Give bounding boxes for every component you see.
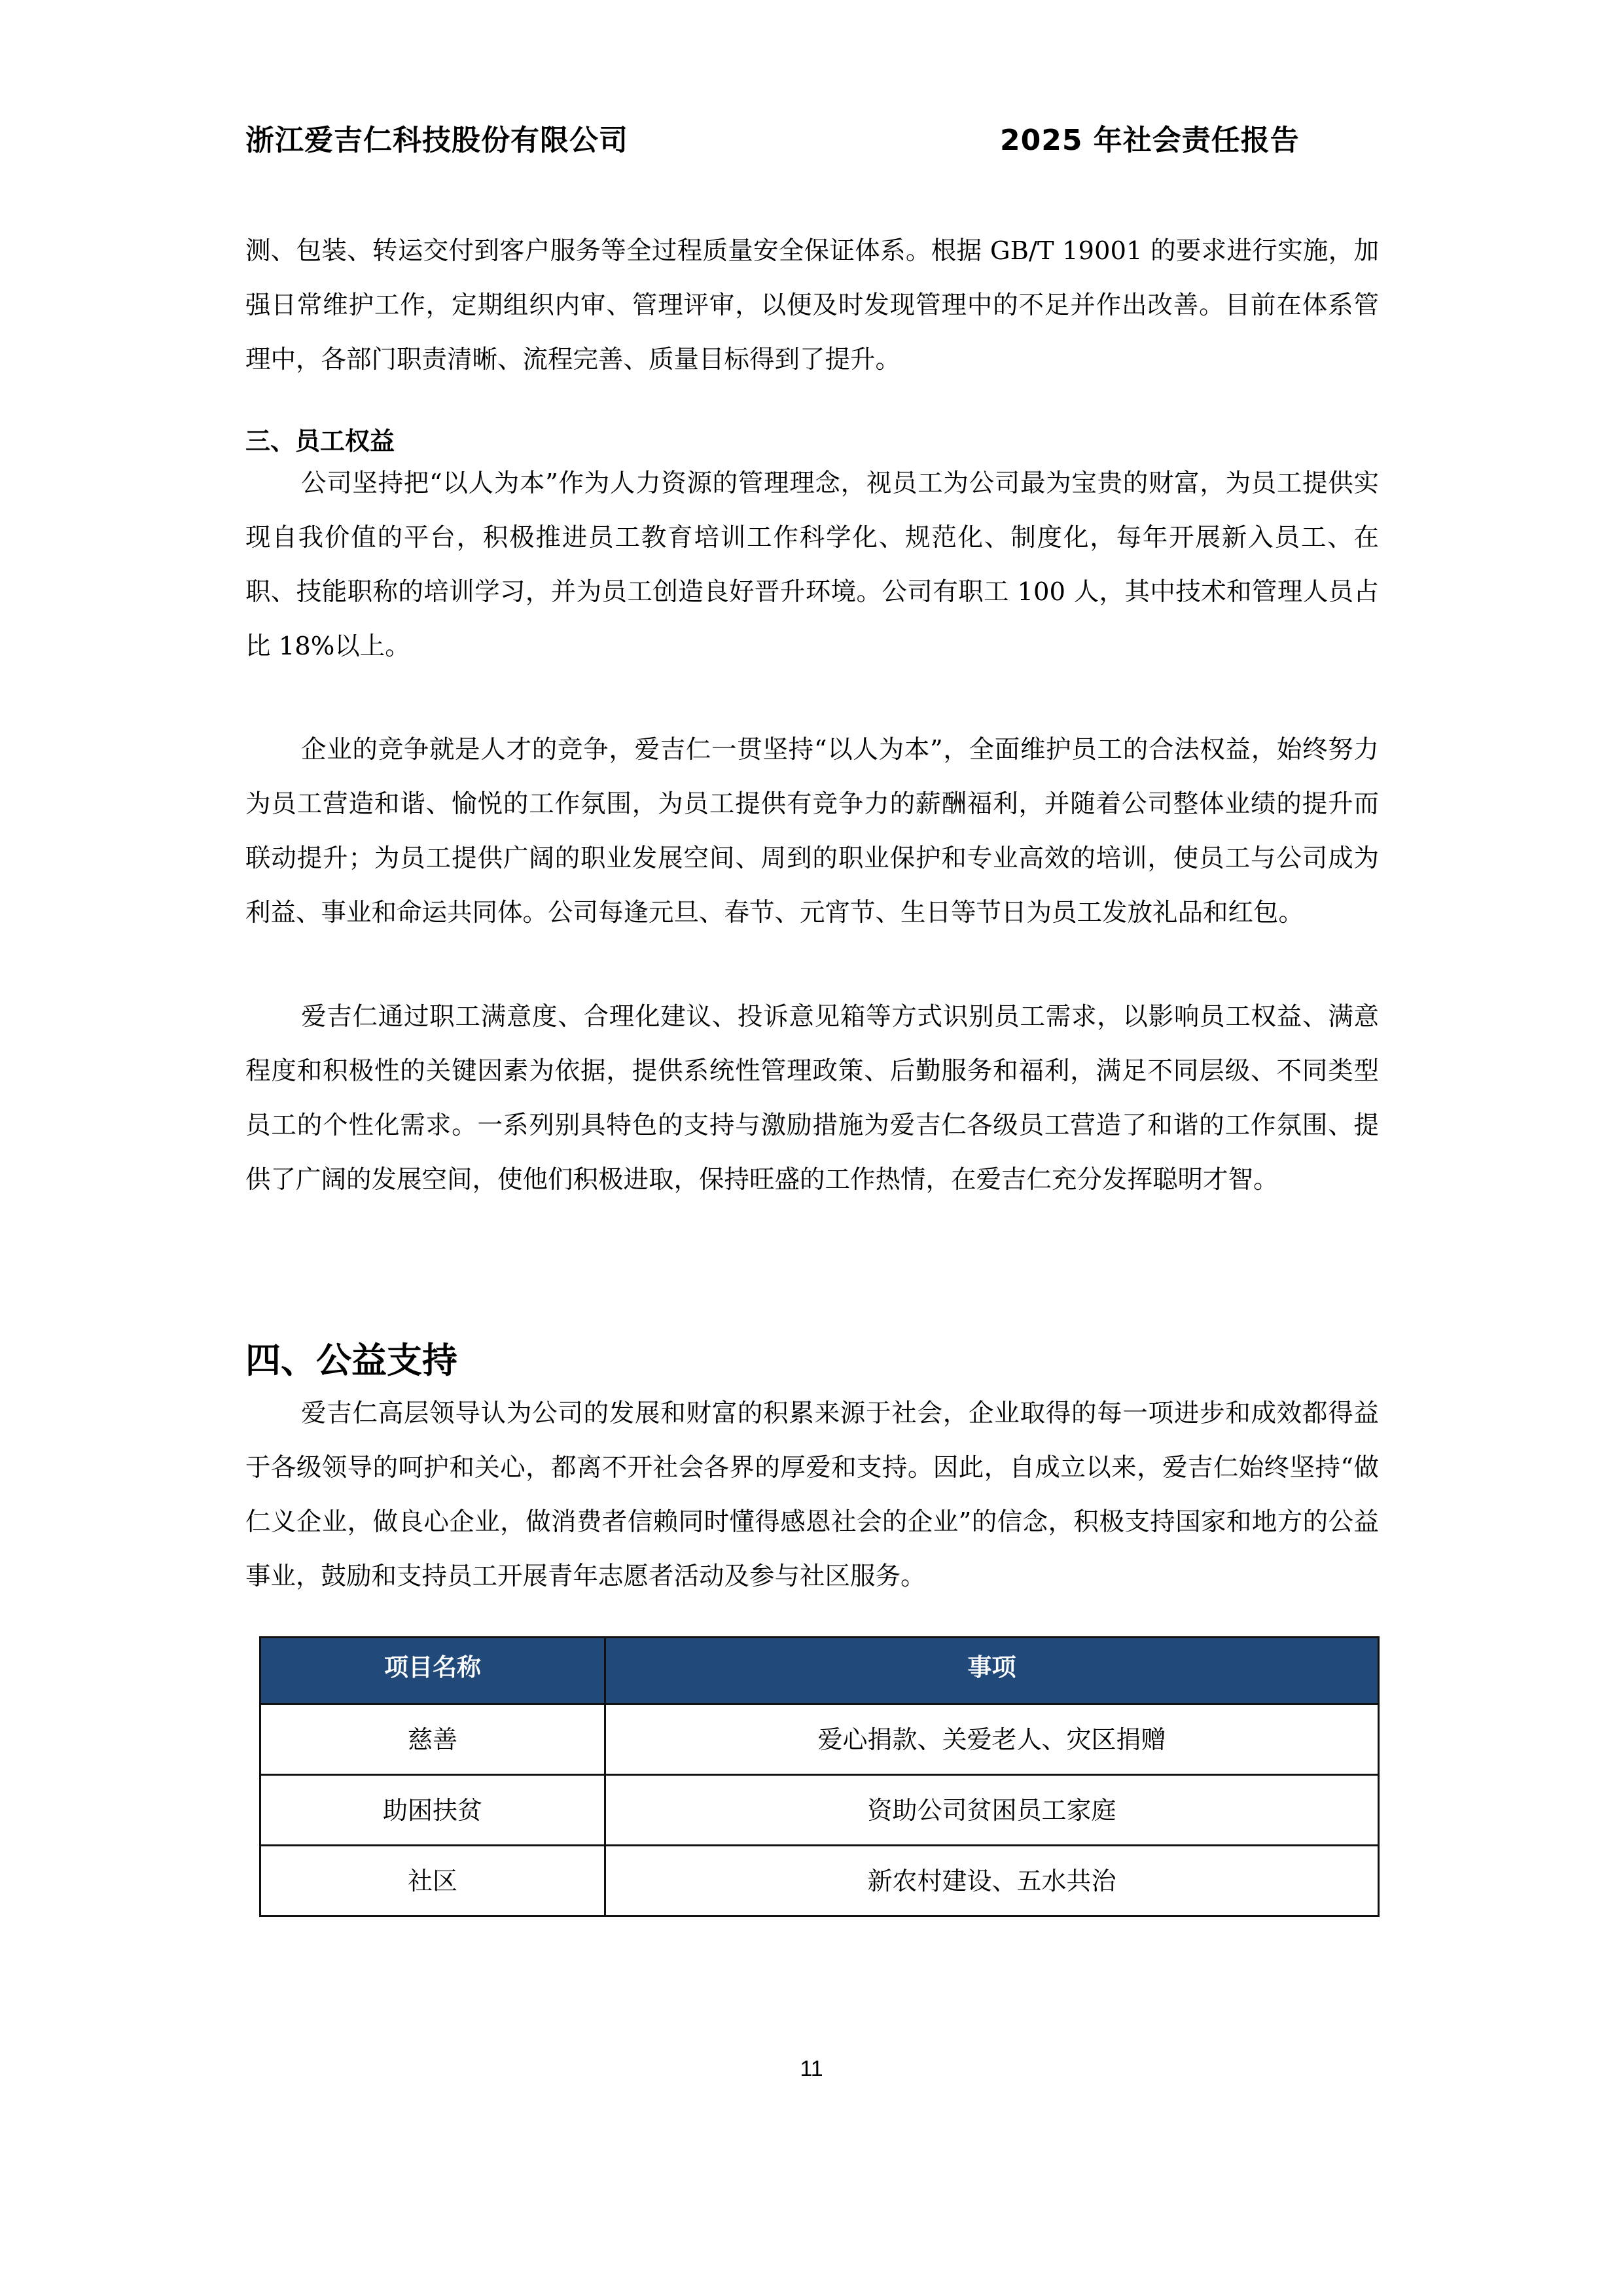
project-items-cell: 爱心捐款、关爱老人、灾区捐赠: [605, 1704, 1379, 1775]
page-number: 11: [800, 2056, 823, 2081]
project-name-cell: 社区: [260, 1846, 605, 1916]
project-name-cell: 慈善: [260, 1704, 605, 1775]
section-heading-public-welfare: 四、公益支持: [245, 1340, 457, 1381]
company-name: 浙江爱吉仁科技股份有限公司: [245, 124, 628, 157]
column-header-items: 事项: [605, 1638, 1379, 1704]
project-items-cell: 新农村建设、五水共治: [605, 1846, 1379, 1916]
paragraph: 企业的竞争就是人才的竞争，爱吉仁一贯坚持“以人为本”，全面维护员工的合法权益，始终努力为员工营造和谐、愉悦的工作氛围，为员工提供有竞争力的薪酬福利，并随着公司整体业绩的提升而联动提升；为员工提供广阔的职业发展空间、周到的职业保护和专业高效的培训，使员工与公司成为利益、事业和命运共同体。公司每逢元旦、春节、元宵节、生日等节日为员工发放礼品和红包。: [245, 735, 1379, 927]
project-items-cell: 资助公司贫困员工家庭: [605, 1775, 1379, 1846]
table-header-row: [260, 1638, 1379, 1704]
column-header-project-name: 项目名称: [260, 1638, 605, 1704]
welfare-projects-table: [259, 1636, 1380, 1917]
table-row: [260, 1775, 1379, 1846]
paragraph: 公司坚持把“以人为本”作为人力资源的管理理念，视员工为公司最为宝贵的财富，为员工提供实现自我价值的平台，积极推进员工教育培训工作科学化、规范化、制度化，每年开展新入员工、在职、技能职称的培训学习，并为员工创造良好晋升环境。公司有职工 100 人，其中技术和管理人员占比 18%以上。: [245, 469, 1379, 661]
table-row: [260, 1846, 1379, 1916]
section-heading-employee-rights: 三、员工权益: [245, 427, 395, 456]
table-row: [260, 1704, 1379, 1775]
paragraph: 爱吉仁高层领导认为公司的发展和财富的积累来源于社会，企业取得的每一项进步和成效都得益于各级领导的呵护和关心，都离不开社会各界的厚爱和支持。因此，自成立以来，爱吉仁始终坚持“做仁义企业，做良心企业，做消费者信赖同时懂得感恩社会的企业”的信念，积极支持国家和地方的公益事业，鼓励和支持员工开展青年志愿者活动及参与社区服务。: [245, 1399, 1379, 1591]
report-title: 2025 年社会责任报告: [1000, 124, 1300, 157]
paragraph: 爱吉仁通过职工满意度、合理化建议、投诉意见箱等方式识别员工需求，以影响员工权益、满意程度和积极性的关键因素为依据，提供系统性管理政策、后勤服务和福利，满足不同层级、不同类型员工的个性化需求。一系列别具特色的支持与激励措施为爱吉仁各级员工营造了和谐的工作氛围、提供了广阔的发展空间，使他们积极进取，保持旺盛的工作热情，在爱吉仁充分发挥聪明才智。: [245, 1002, 1379, 1194]
intro-paragraph: 测、包装、转运交付到客户服务等全过程质量安全保证体系。根据 GB/T 19001 的要求进行实施，加强日常维护工作，定期组织内审、管理评审，以便及时发现管理中的不足并作出改善。目前在体系管理中，各部门职责清晰、流程完善、质量目标得到了提升。: [245, 236, 1379, 374]
project-name-cell: 助困扶贫: [260, 1775, 605, 1846]
